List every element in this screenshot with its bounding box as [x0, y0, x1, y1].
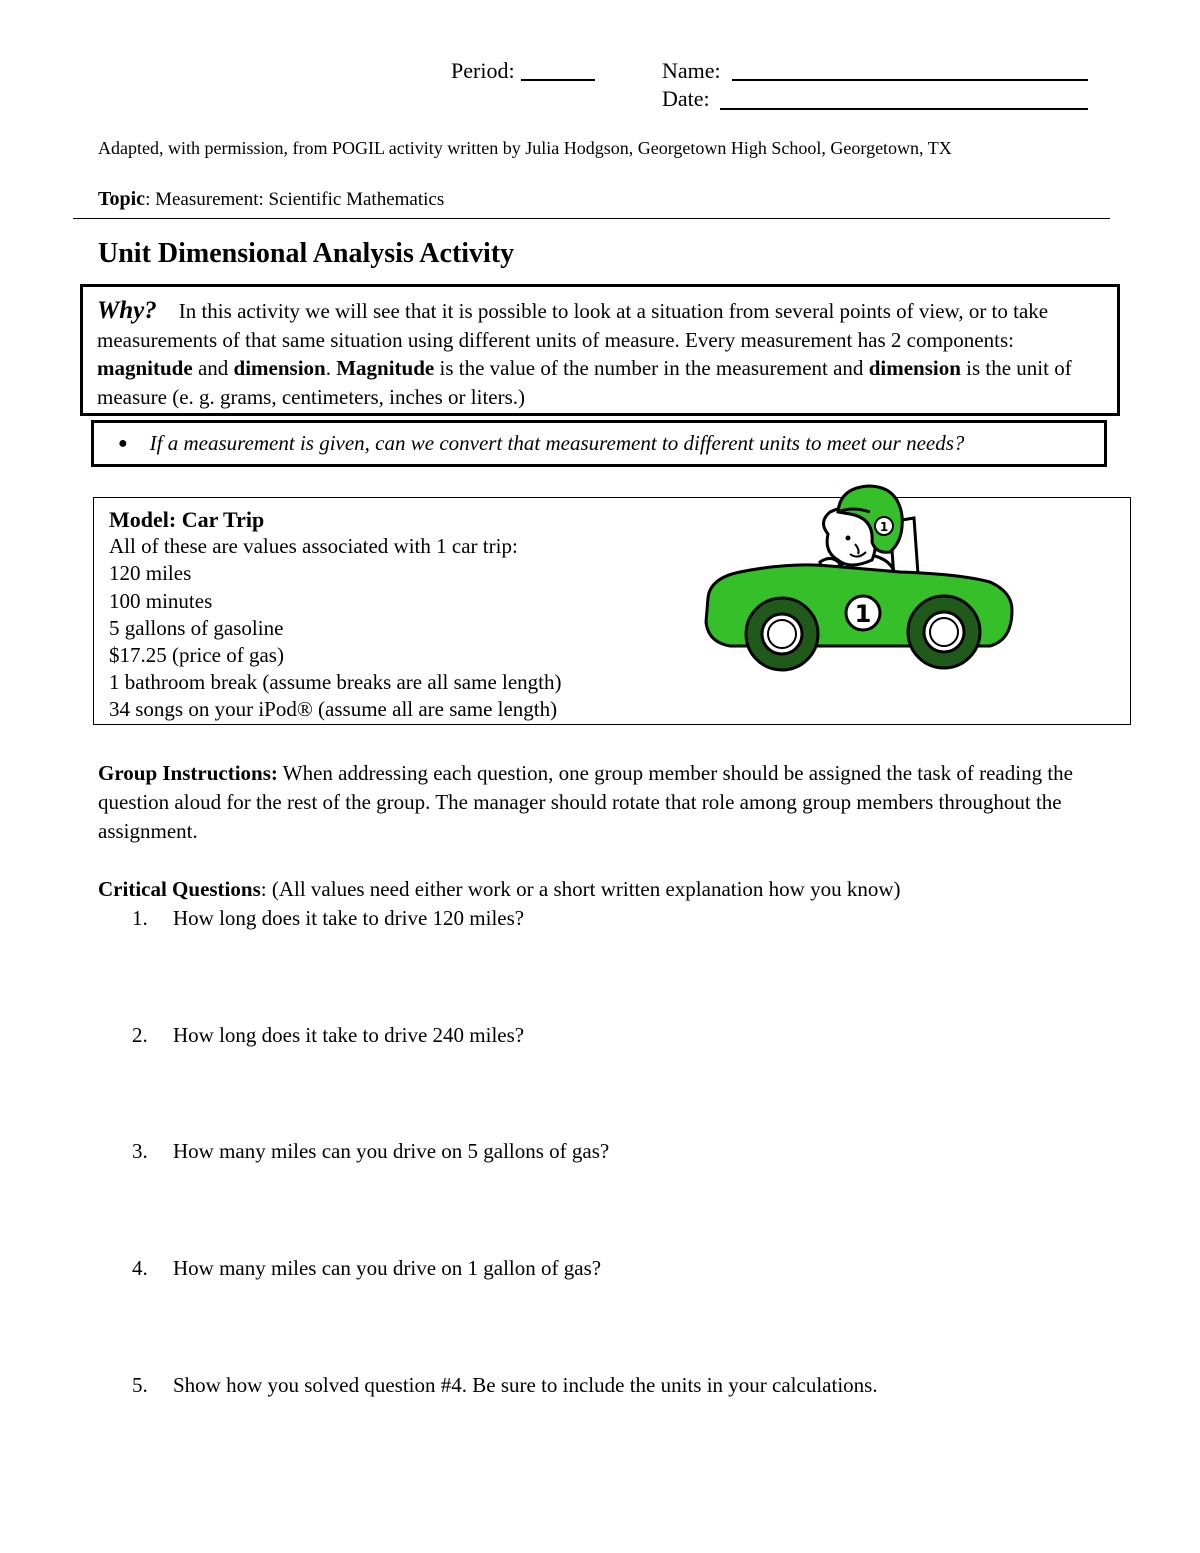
question-number: 1. — [132, 906, 148, 930]
guiding-question-box — [91, 420, 1107, 467]
question-text: How many miles can you drive on 1 gallon of gas? — [173, 1256, 602, 1280]
topic-line — [98, 188, 444, 211]
period-label: Period: — [451, 58, 515, 83]
why-heading: Why? — [97, 297, 157, 324]
why-box — [80, 284, 1120, 416]
model-line: 34 songs on your iPod® (assume all are same length) — [109, 697, 558, 722]
bullet-icon: ● — [118, 435, 128, 452]
question-text: How long does it take to drive 240 miles? — [173, 1023, 525, 1047]
question-number: 3. — [132, 1139, 148, 1163]
topic-label: Topic — [98, 188, 146, 210]
question-number: 2. — [132, 1023, 148, 1047]
question-text: Show how you solved question #4. Be sure to include the units in your calculations. — [173, 1373, 878, 1397]
model-line: 5 gallons of gasoline — [109, 615, 284, 640]
credit-line: Adapted, with permission, from POGIL activity written by Julia Hodgson, Georgetown High School, Georgetown, TX — [98, 138, 952, 158]
page-title: Unit Dimensional Analysis Activity — [98, 238, 515, 269]
date-field[interactable] — [720, 108, 1088, 110]
critical-questions-text: : (All values need either work or a short written explanation how you know) — [260, 877, 901, 901]
why-text-2: is the value of the number in the measurement and — [434, 356, 869, 380]
model-title: Model: Car Trip — [109, 507, 265, 532]
question-item — [132, 1373, 878, 1398]
critical-questions-header — [98, 875, 1108, 904]
model-line: 100 minutes — [109, 588, 213, 613]
why-dimension-2: dimension — [868, 356, 961, 380]
model-line: All of these are values associated with 1 car trip: — [109, 534, 518, 559]
why-dimension: dimension — [233, 356, 326, 380]
race-car-illustration — [700, 482, 1020, 692]
svg-text:1: 1 — [879, 520, 889, 534]
question-number: 4. — [132, 1256, 148, 1280]
why-period: . — [325, 356, 337, 380]
car-number: 1 — [854, 600, 872, 628]
critical-questions-label: Critical Questions — [98, 877, 261, 901]
group-instructions-label: Group Instructions: — [98, 761, 278, 785]
guiding-question-text: If a measurement is given, can we convert that measurement to different units to meet our needs? — [149, 431, 965, 455]
why-magnitude-cap: Magnitude — [336, 356, 435, 380]
model-line: 120 miles — [109, 561, 192, 586]
group-instructions — [98, 759, 1108, 846]
group-instructions-text: When addressing each question, one group member should be assigned the task of reading the question aloud for the rest of the group. The manager should rotate that role among group members throughout the assignment. — [98, 761, 1073, 843]
date-label: Date: — [662, 86, 710, 111]
why-text-3: is the unit of measure (e. g. grams, centimeters, inches or liters.) — [97, 356, 1072, 409]
question-text: How many miles can you drive on 5 gallons of gas? — [173, 1139, 610, 1163]
header-divider — [73, 218, 1110, 219]
why-magnitude: magnitude — [97, 356, 193, 380]
why-and: and — [192, 356, 234, 380]
question-text: How long does it take to drive 120 miles? — [173, 906, 525, 930]
topic-value: : Measurement: Scientific Mathematics — [145, 189, 445, 210]
name-field[interactable] — [732, 79, 1088, 81]
question-item — [132, 1139, 609, 1164]
why-text-1: In this activity we will see that it is possible to look at a situation from several points of view, or to take measurements of that same situation using different units of measure. Every measurement has 2 components: — [97, 299, 1049, 352]
model-line: $17.25 (price of gas) — [109, 643, 284, 668]
question-item — [132, 1023, 524, 1048]
period-field[interactable] — [521, 79, 595, 81]
model-line: 1 bathroom break (assume breaks are all same length) — [109, 670, 562, 695]
question-number: 5. — [132, 1373, 148, 1397]
name-label: Name: — [662, 58, 721, 83]
question-item — [132, 906, 524, 931]
question-item — [132, 1256, 601, 1281]
